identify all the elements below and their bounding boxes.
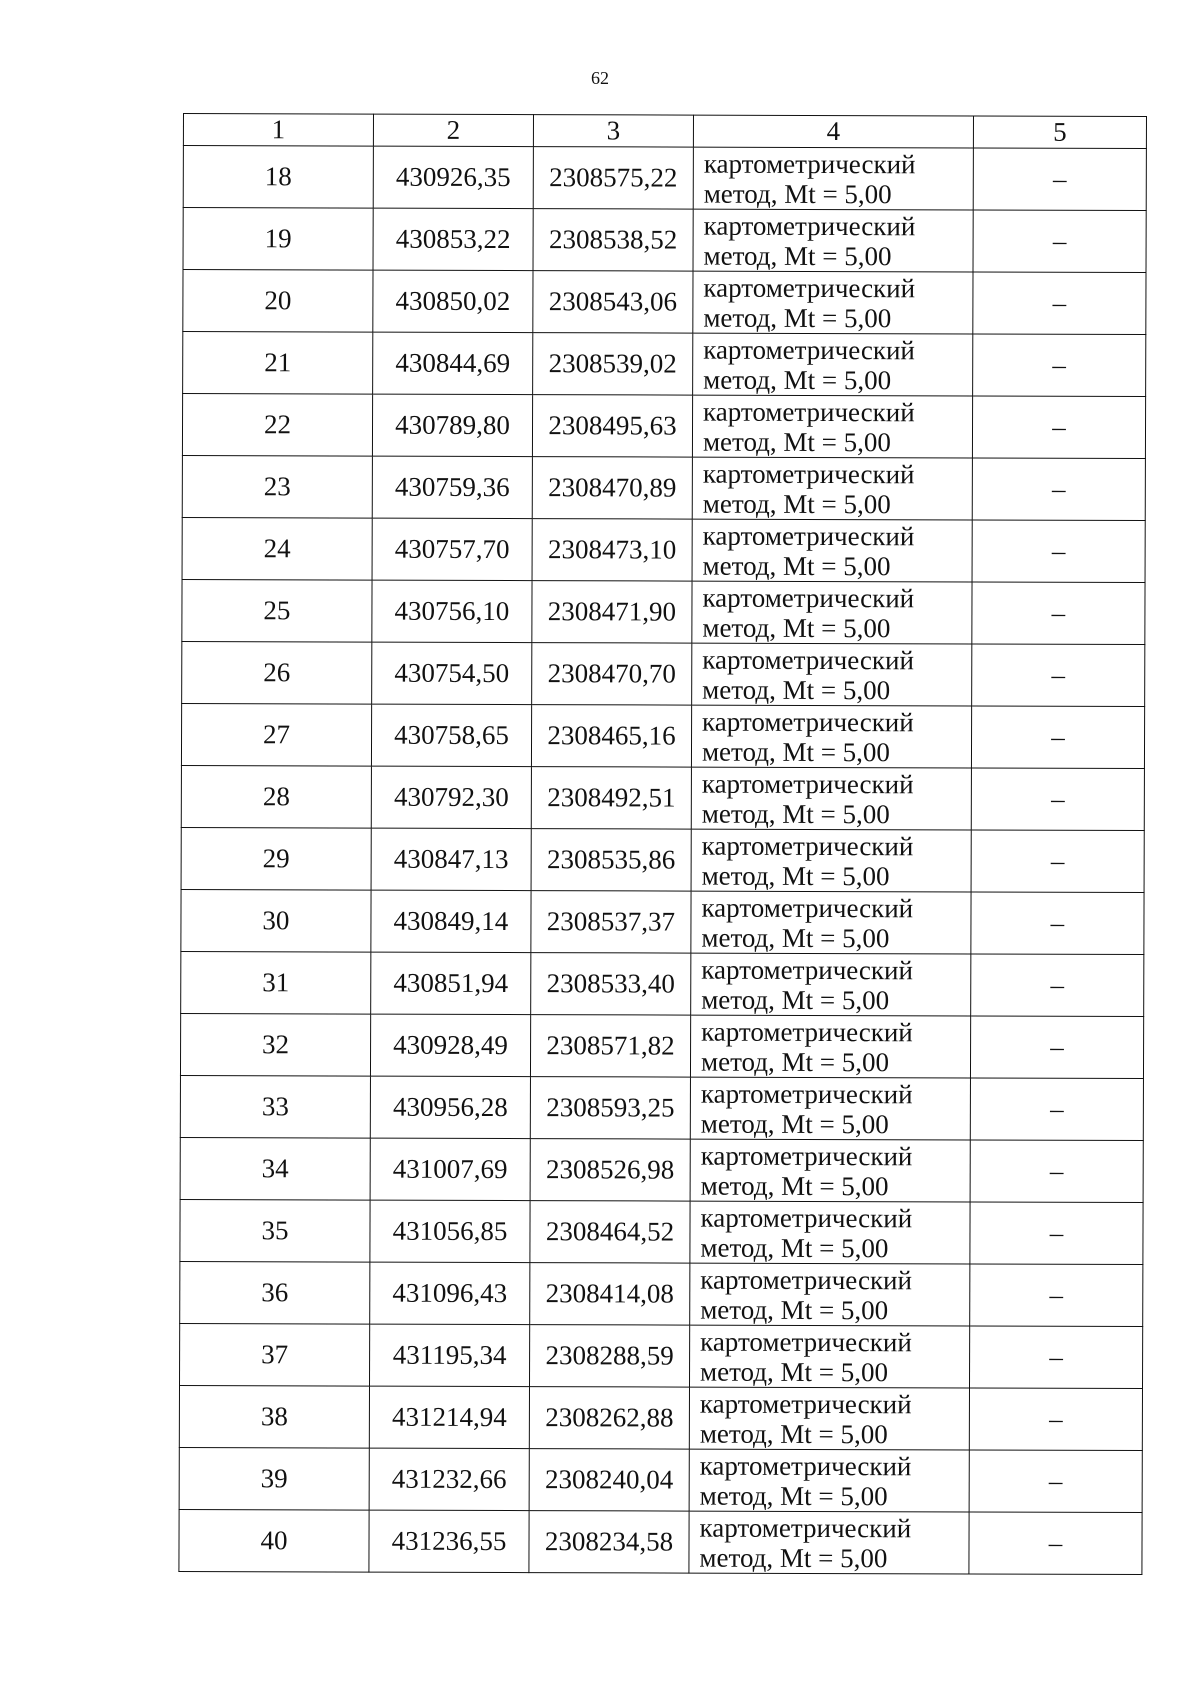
point-number-cell: 26	[182, 641, 372, 704]
method-cell	[691, 767, 971, 830]
method-cell	[693, 333, 973, 396]
method-line-2: метод, Mt = 5,00	[701, 798, 890, 829]
x-coordinate-cell: 430926,35	[373, 146, 533, 209]
page-number: 62	[591, 68, 609, 88]
method-cell	[691, 953, 971, 1016]
note-cell: –	[972, 644, 1145, 707]
point-number-cell: 19	[183, 208, 373, 271]
method-line-1: картометрический	[702, 706, 914, 737]
note-cell: –	[969, 1326, 1142, 1389]
x-coordinate-cell: 431195,34	[370, 1324, 530, 1387]
table-row	[183, 332, 1146, 397]
method-line-1: картометрический	[701, 768, 914, 799]
table-row	[182, 579, 1145, 644]
table-row	[181, 889, 1144, 954]
y-coordinate-cell: 2308465,16	[531, 705, 691, 768]
table-row	[182, 455, 1145, 520]
note-cell: –	[973, 210, 1146, 273]
table-row	[182, 394, 1145, 459]
method-line-1: картометрический	[702, 458, 915, 489]
method-line-1: картометрический	[701, 830, 914, 861]
method-line-2: метод, Mt = 5,00	[702, 550, 891, 581]
method-line-2: метод, Mt = 5,00	[703, 240, 892, 271]
point-number-cell: 18	[183, 146, 373, 209]
table-row	[180, 1199, 1143, 1264]
point-number-cell: 39	[179, 1447, 369, 1510]
note-cell: –	[970, 1140, 1143, 1203]
method-line-1: картометрический	[700, 1140, 913, 1171]
x-coordinate-cell: 430850,02	[373, 270, 533, 333]
x-coordinate-cell: 430758,65	[371, 704, 531, 767]
point-number-cell: 35	[180, 1199, 370, 1262]
method-cell	[689, 1511, 969, 1574]
method-cell	[690, 1077, 970, 1140]
y-coordinate-cell: 2308495,63	[532, 395, 692, 458]
method-line-2: метод, Mt = 5,00	[702, 488, 891, 519]
point-number-cell: 29	[181, 827, 371, 890]
method-line-1: картометрический	[701, 892, 914, 923]
point-number-cell: 40	[179, 1509, 369, 1572]
point-number-cell: 21	[183, 332, 373, 395]
header-col-1: 1	[183, 114, 373, 147]
note-cell: –	[973, 148, 1146, 211]
method-line-2: метод, Mt = 5,00	[701, 860, 890, 891]
method-line-2: метод, Mt = 5,00	[702, 674, 891, 705]
x-coordinate-cell: 431214,94	[369, 1386, 529, 1449]
note-cell: –	[972, 520, 1145, 583]
y-coordinate-cell: 2308464,52	[530, 1201, 690, 1264]
method-line-1: картометрический	[702, 520, 915, 551]
y-coordinate-cell: 2308543,06	[533, 271, 693, 334]
method-cell	[693, 271, 973, 334]
y-coordinate-cell: 2308537,37	[531, 891, 691, 954]
header-col-2: 2	[373, 114, 533, 147]
note-cell: –	[970, 1202, 1143, 1265]
x-coordinate-cell: 430928,49	[370, 1014, 530, 1077]
note-cell: –	[971, 768, 1144, 831]
note-cell: –	[973, 334, 1146, 397]
method-cell	[693, 147, 973, 210]
method-cell	[692, 643, 972, 706]
y-coordinate-cell: 2308492,51	[531, 767, 691, 830]
x-coordinate-cell: 430754,50	[372, 642, 532, 705]
note-cell: –	[970, 1078, 1143, 1141]
method-line-2: метод, Mt = 5,00	[701, 984, 890, 1015]
method-cell	[689, 1449, 969, 1512]
point-number-cell: 25	[182, 579, 372, 642]
point-number-cell: 36	[180, 1261, 370, 1324]
method-cell	[690, 1201, 970, 1264]
x-coordinate-cell: 430853,22	[373, 208, 533, 271]
x-coordinate-cell: 430956,28	[370, 1076, 530, 1139]
note-cell: –	[969, 1450, 1142, 1513]
method-cell	[690, 1263, 970, 1326]
table-row	[182, 641, 1145, 706]
method-line-2: метод, Mt = 5,00	[700, 1356, 889, 1387]
table-row	[183, 146, 1146, 211]
y-coordinate-cell: 2308470,70	[532, 643, 692, 706]
method-line-2: метод, Mt = 5,00	[703, 302, 892, 333]
coordinates-table	[178, 113, 1147, 1575]
y-coordinate-cell: 2308471,90	[532, 581, 692, 644]
method-cell	[689, 1387, 969, 1450]
y-coordinate-cell: 2308526,98	[530, 1139, 690, 1202]
method-line-1: картометрический	[703, 272, 916, 303]
table-row	[179, 1509, 1142, 1574]
header-col-5: 5	[973, 116, 1146, 149]
y-coordinate-cell: 2308533,40	[531, 953, 691, 1016]
x-coordinate-cell: 431056,85	[370, 1200, 530, 1263]
table-row	[180, 1261, 1143, 1326]
table-row	[180, 1323, 1143, 1388]
y-coordinate-cell: 2308240,04	[529, 1449, 689, 1512]
point-number-cell: 38	[179, 1385, 369, 1448]
method-line-1: картометрический	[700, 1078, 913, 1109]
y-coordinate-cell: 2308234,58	[529, 1511, 689, 1574]
method-cell	[690, 1139, 970, 1202]
note-cell: –	[969, 1388, 1142, 1451]
note-cell: –	[971, 830, 1144, 893]
table-row	[179, 1447, 1142, 1512]
method-cell	[692, 519, 972, 582]
x-coordinate-cell: 430844,69	[373, 332, 533, 395]
method-line-1: картометрический	[703, 210, 916, 241]
method-line-2: метод, Mt = 5,00	[703, 364, 892, 395]
method-line-1: картометрический	[702, 644, 914, 675]
note-cell: –	[971, 706, 1144, 769]
header-col-4: 4	[693, 115, 973, 148]
table-body	[179, 146, 1146, 1575]
method-line-2: метод, Mt = 5,00	[700, 1294, 889, 1325]
method-line-1: картометрический	[701, 954, 914, 985]
method-line-2: метод, Mt = 5,00	[699, 1418, 888, 1449]
table-row	[179, 1385, 1142, 1450]
y-coordinate-cell: 2308288,59	[530, 1325, 690, 1388]
method-line-1: картометрический	[701, 1016, 913, 1047]
point-number-cell: 27	[181, 703, 371, 766]
x-coordinate-cell: 431007,69	[370, 1138, 530, 1201]
x-coordinate-cell: 430847,13	[371, 828, 531, 891]
x-coordinate-cell: 430792,30	[371, 766, 531, 829]
point-number-cell: 28	[181, 765, 371, 828]
x-coordinate-cell: 431236,55	[369, 1510, 529, 1573]
x-coordinate-cell: 430849,14	[371, 890, 531, 953]
method-line-2: метод, Mt = 5,00	[703, 178, 892, 209]
table-row	[181, 951, 1144, 1016]
method-cell	[693, 209, 973, 272]
point-number-cell: 23	[182, 455, 372, 518]
method-cell	[690, 1015, 970, 1078]
y-coordinate-cell: 2308539,02	[533, 333, 693, 396]
table-row	[181, 703, 1144, 768]
point-number-cell: 24	[182, 517, 372, 580]
y-coordinate-cell: 2308593,25	[530, 1077, 690, 1140]
table-row	[183, 270, 1146, 335]
method-cell	[692, 395, 972, 458]
method-line-2: метод, Mt = 5,00	[702, 612, 891, 643]
x-coordinate-cell: 430756,10	[372, 580, 532, 643]
method-line-1: картометрический	[699, 1388, 912, 1419]
note-cell: –	[972, 582, 1145, 645]
note-cell: –	[970, 1264, 1143, 1327]
method-line-2: метод, Mt = 5,00	[702, 426, 891, 457]
method-line-2: метод, Mt = 5,00	[701, 736, 891, 767]
x-coordinate-cell: 431096,43	[370, 1262, 530, 1325]
table-row	[181, 827, 1144, 892]
point-number-cell: 33	[180, 1075, 370, 1138]
method-line-2: метод, Mt = 5,00	[700, 1170, 889, 1201]
method-line-2: метод, Mt = 5,00	[699, 1480, 888, 1511]
method-line-1: картометрический	[703, 148, 916, 179]
method-cell	[691, 829, 971, 892]
method-line-1: картометрический	[699, 1450, 912, 1481]
method-line-1: картометрический	[702, 582, 915, 613]
method-cell	[691, 891, 971, 954]
header-col-3: 3	[533, 115, 693, 148]
y-coordinate-cell: 2308414,08	[530, 1263, 690, 1326]
method-line-1: картометрический	[700, 1326, 912, 1357]
note-cell: –	[969, 1512, 1142, 1575]
point-number-cell: 37	[180, 1323, 370, 1386]
y-coordinate-cell: 2308262,88	[529, 1387, 689, 1450]
method-cell	[689, 1325, 969, 1388]
table-header-row	[183, 114, 1146, 149]
method-line-1: картометрический	[699, 1512, 912, 1543]
method-cell	[692, 457, 972, 520]
method-line-2: метод, Mt = 5,00	[700, 1232, 889, 1263]
method-line-1: картометрический	[700, 1202, 913, 1233]
y-coordinate-cell: 2308473,10	[532, 519, 692, 582]
table-row	[181, 765, 1144, 830]
table-row	[182, 517, 1145, 582]
point-number-cell: 20	[183, 270, 373, 333]
method-line-1: картометрический	[703, 396, 915, 427]
table-row	[180, 1137, 1143, 1202]
x-coordinate-cell: 430789,80	[372, 394, 532, 457]
method-line-2: метод, Mt = 5,00	[700, 1108, 889, 1139]
method-line-1: картометрический	[700, 1264, 913, 1295]
y-coordinate-cell: 2308575,22	[533, 147, 693, 210]
y-coordinate-cell: 2308470,89	[532, 457, 692, 520]
point-number-cell: 30	[181, 889, 371, 952]
x-coordinate-cell: 430757,70	[372, 518, 532, 581]
method-cell	[692, 581, 972, 644]
method-line-1: картометрический	[703, 334, 915, 365]
point-number-cell: 34	[180, 1137, 370, 1200]
point-number-cell: 31	[181, 951, 371, 1014]
y-coordinate-cell: 2308535,86	[531, 829, 691, 892]
table-row	[180, 1013, 1143, 1078]
y-coordinate-cell: 2308571,82	[530, 1015, 690, 1078]
point-number-cell: 32	[180, 1013, 370, 1076]
table-row	[183, 208, 1146, 273]
note-cell: –	[972, 458, 1145, 521]
point-number-cell: 22	[182, 394, 372, 457]
y-coordinate-cell: 2308538,52	[533, 209, 693, 272]
table-row	[180, 1075, 1143, 1140]
note-cell: –	[971, 892, 1144, 955]
note-cell: –	[973, 272, 1146, 335]
note-cell: –	[972, 396, 1145, 459]
x-coordinate-cell: 430851,94	[371, 952, 531, 1015]
method-line-2: метод, Mt = 5,00	[701, 922, 890, 953]
note-cell: –	[971, 954, 1144, 1017]
method-cell	[691, 705, 971, 768]
method-line-2: метод, Mt = 5,00	[699, 1542, 888, 1573]
note-cell: –	[970, 1016, 1143, 1079]
x-coordinate-cell: 431232,66	[369, 1448, 529, 1511]
x-coordinate-cell: 430759,36	[372, 456, 532, 519]
method-line-2: метод, Mt = 5,00	[700, 1046, 890, 1077]
